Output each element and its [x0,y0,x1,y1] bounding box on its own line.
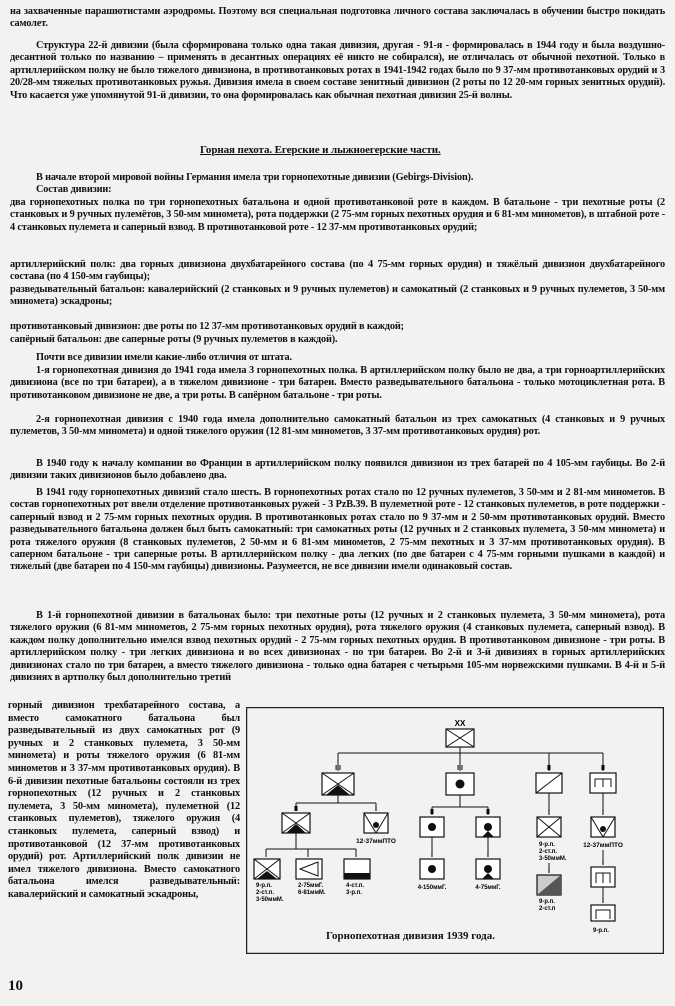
label-recon-sq: I [548,809,550,816]
label-sq2: 2-75ммГ. 6-81ммМ. [298,883,326,896]
label-mtn-bn: II [294,806,298,813]
label-mtn-bty: I [487,852,489,859]
list-item-sapper: сапёрный батальон: две саперные роты (9 ручных пулеметов в каждой). [10,334,338,345]
artillery-regiment-symbol [446,773,474,795]
regiment-symbol [322,773,354,795]
label-division: XX [454,719,466,728]
cyclist-squadron-symbol [537,817,561,837]
heavy-battery-symbol [420,859,444,879]
list-item-recon: разведывательный батальон: кавалерийский (2 станковых и 9 ручных пулеметов) и самокатный (2 станковых и 9 ручных пулеметов, 3 50-мм миномета) эскадроны; [10,284,665,308]
division-symbol [446,729,474,747]
paragraph-1941: В 1941 году горнопехотных дивизий стало шесть. В горнопехотных ротах стало по 12 ручных пулеметов, 3 50-мм и 2 81-мм минометов. В состав горнопехотных рот ввели отделение противотанковых ружей - 3 PzB.39. В пулеметной роте - 12 станковых пулеметов, в роте поддержки - саперный взвод и 2 75-мм горных пехотных орудия. В противотанковых ротах стало по 9 37-мм и 2 50-мм противотанковых орудий. Вместо разведывательного батальона должен был быть самокатный: три самокатных роты (12 ручных и 2 станковых пулемета, 3 50-мм миномета) и рота тяжелого оружия (8 станковых пулеметов, 2 50-мм и 6 81-мм минометов, 2 75-мм пехотных и 3 37-мм противотанковых орудия). В саперном батальоне - три саперные роты. В артиллерийском полку - два легких (по две батареи с 4 75-мм горными пушками в каждой) и тяжелый (две батареи по 4 150-мм гаубицы) дивизионы. Разумеется, не все дивизии имели одинаковый состав. [10,487,665,573]
mountain-battery-symbol [476,859,500,879]
paragraph-22-division: Структура 22-й дивизии (была сформирована только одна такая дивизия, другая - 91-я - формировалась в 1944 году и была воздушно-десантной только по названию – применять в десантных операциях её никто не собирался), не отличалась от обычной пехотной. Только в артиллерийском полку не было тяжелого дивизиона, в противотанковых ротах в 1941-1942 годах было по 9 37-мм противотанковых орудий и 3 20/28-мм тяжелых противотанковых ружья. Дивизия имела в своем составе зенитный дивизион (2 роты по 12 20-мм горных зенитных орудий). Что касается уже упомянутой 91-й дивизии, то она формировалась как обычная пехотная дивизия 25-й волны. [10,40,665,101]
paragraph-4th-5th-6th: горный дивизион трехбатарейного состава, а вместо самокатного батальона был разведывательный из двух самокатных рот (9 ручных и 2 станковых пулемета, 3 50-мм миномета) и роты тяжелого оружия (6 81-мм минометов и 3 37-мм противотанковых орудия). В 6-й дивизии пехотные батальоны состояли из трех горнопехотных (12 ручных и 2 станковых пулемета, 3 50-мм миномета), пулеметной (12 станковых пулеметов), тяжелого оружия (4 станковых пулемета, саперный взвод) и противотанковой (12 37-мм противотанковых орудий) рот. Артиллерийский полк дивизии не имел тяжелого дивизиона. Вместо самокатного батальона имелся разведывательный: кавалерийский и самокатный эскадроны, [8,700,240,900]
list-item-artillery: артиллерийский полк: два горных дивизиона двухбатарейного состава (по 4 75-мм горных орудия) и тяжёлый дивизион двухбатарейного состава (по 4 150-мм гаубицы); [10,259,665,283]
engineer-battalion-symbol [590,773,616,793]
recon-battalion-symbol [536,773,562,793]
paragraph-ww2-start: В начале второй мировой войны Германия имела три горнопехотные дивизии (Gebirgs-Division). [36,172,474,183]
label-rec1: 9-р.п. 2-ст.п. 3-50ммМ. [539,842,567,862]
paragraph-2nd-division: 2-я горнопехотная дивизия с 1940 года имела дополнительно самокатный батальон из трех самокатных (4 станковых и 9 ручных пулеметов, 3 50-мм миномета) и одной тяжелого оружия (12 81-мм минометов, 3 37-мм противотанковых орудия) рот. [10,414,665,438]
label-eng-co: I [602,860,604,867]
section-heading [200,144,441,156]
label-art1: 4-150ммГ. [417,885,447,891]
list-item-regiments: два горнопехотных полка по три горнопехотных батальона и одной противотанковой роте в каждом. В батальоне - три пехотные роты (2 станковых и 9 ручных пулемётов, 3 50-мм миномета), рота поддержки (2 75-мм горных пехотных орудия и 6 81-мм минометов), в штабной роте - 4 станковых пулемета и саперный взвод. В противотанковой роте - 12 37-мм противотанковых орудий; [10,197,665,233]
label-pto2-co: I [602,809,604,816]
label-sq1: 9-р.п. 2-ст.п. 3-50ммМ. [256,883,284,903]
label-eng-pl: I [602,898,604,905]
label-eng-bn: II [601,765,605,772]
antitank-company-symbol [364,813,388,833]
org-chart-diagram [246,707,664,954]
label-recon-bn: II [547,765,551,772]
list-item-antitank: противотанковый дивизион: две роты по 12 37-мм противотанковых орудий в каждой; [10,321,404,332]
label-heavy-bty: I [431,852,433,859]
mountain-artillery-battalion-symbol [476,817,500,837]
paragraph-1st-division: 1-я горнопехотная дивизия до 1941 года имела 3 горнопехотных полка. В артиллерийском полку было не два, а три горноартиллерийских дивизиона (все по три батареи), а в тяжелом дивизионе - три батареи. Вместо разведывательного батальона - только мотоциклетная рота. В противотанковом дивизионе не две, а три роты. В сапёрном батальоне - три роты. [10,365,665,401]
rifle-company-symbol [254,859,280,879]
label-heavy-art: II [430,809,434,816]
page-number: 10 [8,978,23,994]
label-eng: 9-р.п. [593,928,609,934]
paragraph-1st-division-battalions: В 1-й горнопехотной дивизии в батальонах было: три пехотные роты (12 ручных и 2 станковых пулемета, 3 50-мм миномета), рота тяжелого оружия (6 81-мм минометов, 2 75-мм горных пехотных орудия), рота тяжелого оружия (4 станковых пулемета, саперный взвод). В каждом полку дополнительно имелся взвод пехотных орудий - 2 75-мм горных пехотных орудия. В противотанковом дивизионе - три роты. В артиллерийском полку - три легких дивизиона и во всех дивизионах - по три батареи. Во 2-й и 3-й дивизиях в горных артиллерийских дивизионах стало по три батареи, а вместо тяжелого дивизиона - только одна батарея с четырьмя 105-мм норвежскими пушками. В 4-й и 5-й дивизиях в артполку был дополнительно третий [10,610,665,684]
antitank-company-2-symbol [591,817,615,837]
label-mtn-art: II [486,809,490,816]
diagram-caption: Горнопехотная дивизия 1939 года. [326,930,495,942]
paragraph-differences: Почти все дивизии имели какие-либо отличия от штата. [36,352,292,363]
label-pto1: 12-37ммПТО [356,838,396,845]
mountain-battalion-symbol [282,813,310,833]
paragraph-intro-end: на захваченные парашютистами аэродромы. Поэтому вся специальная подготовка личного состава заключалась в обучении быстро покидать самолет. [10,6,665,30]
engineer-platoon-symbol [591,905,615,921]
label-regiment: III [335,765,341,772]
label-pto-co: I [375,806,377,813]
engineer-company-symbol [591,867,615,887]
label-pto2: 12-37ммПТО [583,842,623,849]
label-cav-sq: I [548,868,550,875]
label-art-regt: III [457,765,463,772]
support-company-symbol [296,859,322,879]
label-sq3: 4-ст.п. 3-р.п. [346,883,365,896]
cavalry-squadron-symbol [537,875,561,895]
label-art2: 4-75ммГ. [475,885,501,891]
section-heading-text: Горная пехота. Егерские и лыжноегерские части. [200,144,441,156]
label-rec2: 9-р.п. 2-ст.п [539,899,556,912]
heavy-artillery-battalion-symbol [420,817,444,837]
hq-company-symbol [344,859,370,879]
paragraph-1940: В 1940 году к началу компании во Франции в артиллерийском полку появился дивизион из трех батарей по 4 105-мм гаубицы. Во 2-й дивизии таких дивизионов было добавлено два. [10,458,665,482]
paragraph-division-composition: Состав дивизии: [36,184,112,195]
